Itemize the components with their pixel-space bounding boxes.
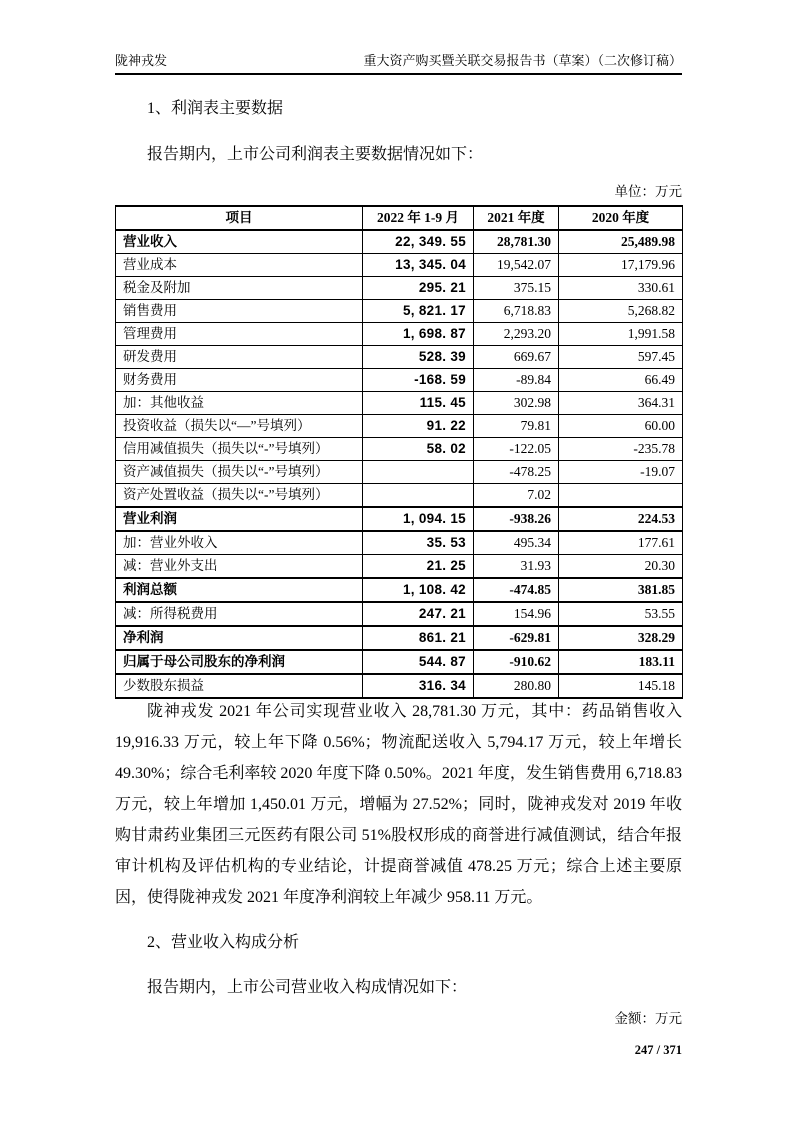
value-2020: -19.07 bbox=[559, 461, 683, 484]
row-item-label: 归属于母公司股东的净利润 bbox=[116, 650, 363, 674]
value-2021: 7.02 bbox=[474, 484, 559, 508]
value-2021: 280.80 bbox=[474, 674, 559, 698]
value-2021: -910.62 bbox=[474, 650, 559, 674]
table-row bbox=[116, 300, 683, 323]
row-item-label: 营业收入 bbox=[116, 230, 363, 254]
value-2020: 183.11 bbox=[559, 650, 683, 674]
table-row bbox=[116, 415, 683, 438]
row-item-label: 加：营业外收入 bbox=[116, 531, 363, 555]
value-2021: 669.67 bbox=[474, 346, 559, 369]
unit-label-table1: 单位：万元 bbox=[614, 184, 682, 199]
table-row bbox=[116, 555, 683, 579]
page-header bbox=[115, 0, 682, 75]
value-2021: 79.81 bbox=[474, 415, 559, 438]
row-item-label: 信用减值损失（损失以“-”号填列） bbox=[116, 438, 363, 461]
value-2020: 20.30 bbox=[559, 555, 683, 579]
column-header-2020: 2020 年度 bbox=[559, 206, 683, 230]
value-2021: -89.84 bbox=[474, 369, 559, 392]
value-2021: 31.93 bbox=[474, 555, 559, 579]
value-2022: 316. 34 bbox=[363, 674, 474, 698]
value-2021: 19,542.07 bbox=[474, 254, 559, 277]
row-item-label: 减：所得税费用 bbox=[116, 602, 363, 626]
value-2022: 1, 108. 42 bbox=[363, 578, 474, 602]
value-2021: 28,781.30 bbox=[474, 230, 559, 254]
value-2020: 5,268.82 bbox=[559, 300, 683, 323]
row-item-label: 减：营业外支出 bbox=[116, 555, 363, 579]
value-2021: 2,293.20 bbox=[474, 323, 559, 346]
value-2021: 6,718.83 bbox=[474, 300, 559, 323]
row-item-label: 资产减值损失（损失以“-”号填列） bbox=[116, 461, 363, 484]
value-2022: 247. 21 bbox=[363, 602, 474, 626]
value-2022: -168. 59 bbox=[363, 369, 474, 392]
value-2020: -235.78 bbox=[559, 438, 683, 461]
value-2020: 381.85 bbox=[559, 578, 683, 602]
table-row bbox=[116, 626, 683, 650]
value-2022: 13, 345. 04 bbox=[363, 254, 474, 277]
table-row bbox=[116, 507, 683, 531]
value-2021: -474.85 bbox=[474, 578, 559, 602]
row-item-label: 资产处置收益（损失以“-”号填列） bbox=[116, 484, 363, 508]
value-2021: -122.05 bbox=[474, 438, 559, 461]
value-2022: 22, 349. 55 bbox=[363, 230, 474, 254]
value-2020: 66.49 bbox=[559, 369, 683, 392]
value-2022: 91. 22 bbox=[363, 415, 474, 438]
value-2022: 115. 45 bbox=[363, 392, 474, 415]
column-header-item: 项目 bbox=[116, 206, 363, 230]
value-2022: 295. 21 bbox=[363, 277, 474, 300]
row-item-label: 税金及附加 bbox=[116, 277, 363, 300]
value-2021: 154.96 bbox=[474, 602, 559, 626]
value-2020: 177.61 bbox=[559, 531, 683, 555]
header-document-title: 重大资产购买暨关联交易报告书（草案）（二次修订稿） bbox=[363, 53, 682, 68]
income-statement-table bbox=[115, 205, 683, 699]
value-2021: -478.25 bbox=[474, 461, 559, 484]
value-2022 bbox=[363, 461, 474, 484]
section-1-intro: 报告期内，上市公司利润表主要数据情况如下： bbox=[147, 146, 484, 163]
table-row bbox=[116, 230, 683, 254]
section-2-intro: 报告期内，上市公司营业收入构成情况如下： bbox=[147, 979, 468, 996]
value-2020: 145.18 bbox=[559, 674, 683, 698]
table-row bbox=[116, 461, 683, 484]
row-item-label: 销售费用 bbox=[116, 300, 363, 323]
value-2020: 53.55 bbox=[559, 602, 683, 626]
table-row bbox=[116, 346, 683, 369]
value-2020: 224.53 bbox=[559, 507, 683, 531]
table-row bbox=[116, 392, 683, 415]
row-item-label: 研发费用 bbox=[116, 346, 363, 369]
value-2020: 60.00 bbox=[559, 415, 683, 438]
row-item-label: 管理费用 bbox=[116, 323, 363, 346]
table-row bbox=[116, 323, 683, 346]
value-2022: 5, 821. 17 bbox=[363, 300, 474, 323]
income-table-body bbox=[116, 230, 683, 698]
value-2021: -629.81 bbox=[474, 626, 559, 650]
column-header-2022: 2022 年 1-9 月 bbox=[363, 206, 474, 230]
value-2021: -938.26 bbox=[474, 507, 559, 531]
row-item-label: 少数股东损益 bbox=[116, 674, 363, 698]
row-item-label: 财务费用 bbox=[116, 369, 363, 392]
value-2020: 330.61 bbox=[559, 277, 683, 300]
value-2020: 17,179.96 bbox=[559, 254, 683, 277]
value-2022: 35. 53 bbox=[363, 531, 474, 555]
value-2022 bbox=[363, 484, 474, 508]
table-row bbox=[116, 484, 683, 508]
value-2020: 597.45 bbox=[559, 346, 683, 369]
value-2021: 375.15 bbox=[474, 277, 559, 300]
value-2020: 328.29 bbox=[559, 626, 683, 650]
value-2022: 528. 39 bbox=[363, 346, 474, 369]
value-2022: 1, 698. 87 bbox=[363, 323, 474, 346]
row-item-label: 利润总额 bbox=[116, 578, 363, 602]
value-2020: 364.31 bbox=[559, 392, 683, 415]
value-2021: 495.34 bbox=[474, 531, 559, 555]
section-2-heading: 2、营业收入构成分析 bbox=[147, 934, 300, 951]
table-row bbox=[116, 578, 683, 602]
row-item-label: 投资收益（损失以“—”号填列） bbox=[116, 415, 363, 438]
unit-label-table2: 金额：万元 bbox=[614, 1011, 682, 1026]
value-2022: 544. 87 bbox=[363, 650, 474, 674]
page-number: 247 / 371 bbox=[634, 1043, 682, 1057]
header-company-name: 陇神戎发 bbox=[115, 53, 168, 68]
row-item-label: 营业成本 bbox=[116, 254, 363, 277]
table-row bbox=[116, 602, 683, 626]
value-2022: 1, 094. 15 bbox=[363, 507, 474, 531]
table-row bbox=[116, 277, 683, 300]
value-2020: 1,991.58 bbox=[559, 323, 683, 346]
analysis-paragraph: 陇神戎发 2021 年公司实现营业收入 28,781.30 万元，其中：药品销售收入 19,916.33 万元，较上年下降 0.56%；物流配送收入 5,794.17 万元，较上年增长 49.30%；综合毛利率较 2020 年度下降 0.50%。2021 年度，发生销售费用 6,718.83 万元，较上年增加 1,450.01 万元，增幅为 27.52%；同时，陇神戎发对 2019 年收购甘肃药业集团三元医药有限公司 51%股权形成的商誉进行减值测试，结合年报审计机构及评估机构的专业结论，计提商誉减值 478.25 万元；综合上述主要原因，使得陇神戎发 2021 年度净利润较上年减少 958.11 万元。 bbox=[115, 703, 682, 906]
row-item-label: 营业利润 bbox=[116, 507, 363, 531]
table-row bbox=[116, 438, 683, 461]
section-1-heading: 1、利润表主要数据 bbox=[147, 100, 284, 117]
table-row bbox=[116, 674, 683, 698]
value-2022: 21. 25 bbox=[363, 555, 474, 579]
value-2020 bbox=[559, 484, 683, 508]
value-2021: 302.98 bbox=[474, 392, 559, 415]
table-header-row bbox=[116, 206, 683, 230]
value-2020: 25,489.98 bbox=[559, 230, 683, 254]
value-2022: 58. 02 bbox=[363, 438, 474, 461]
page-content bbox=[115, 98, 682, 1059]
row-item-label: 净利润 bbox=[116, 626, 363, 650]
table-row bbox=[116, 254, 683, 277]
column-header-2021: 2021 年度 bbox=[474, 206, 559, 230]
row-item-label: 加：其他收益 bbox=[116, 392, 363, 415]
table-row bbox=[116, 369, 683, 392]
table-row bbox=[116, 531, 683, 555]
table-row bbox=[116, 650, 683, 674]
value-2022: 861. 21 bbox=[363, 626, 474, 650]
